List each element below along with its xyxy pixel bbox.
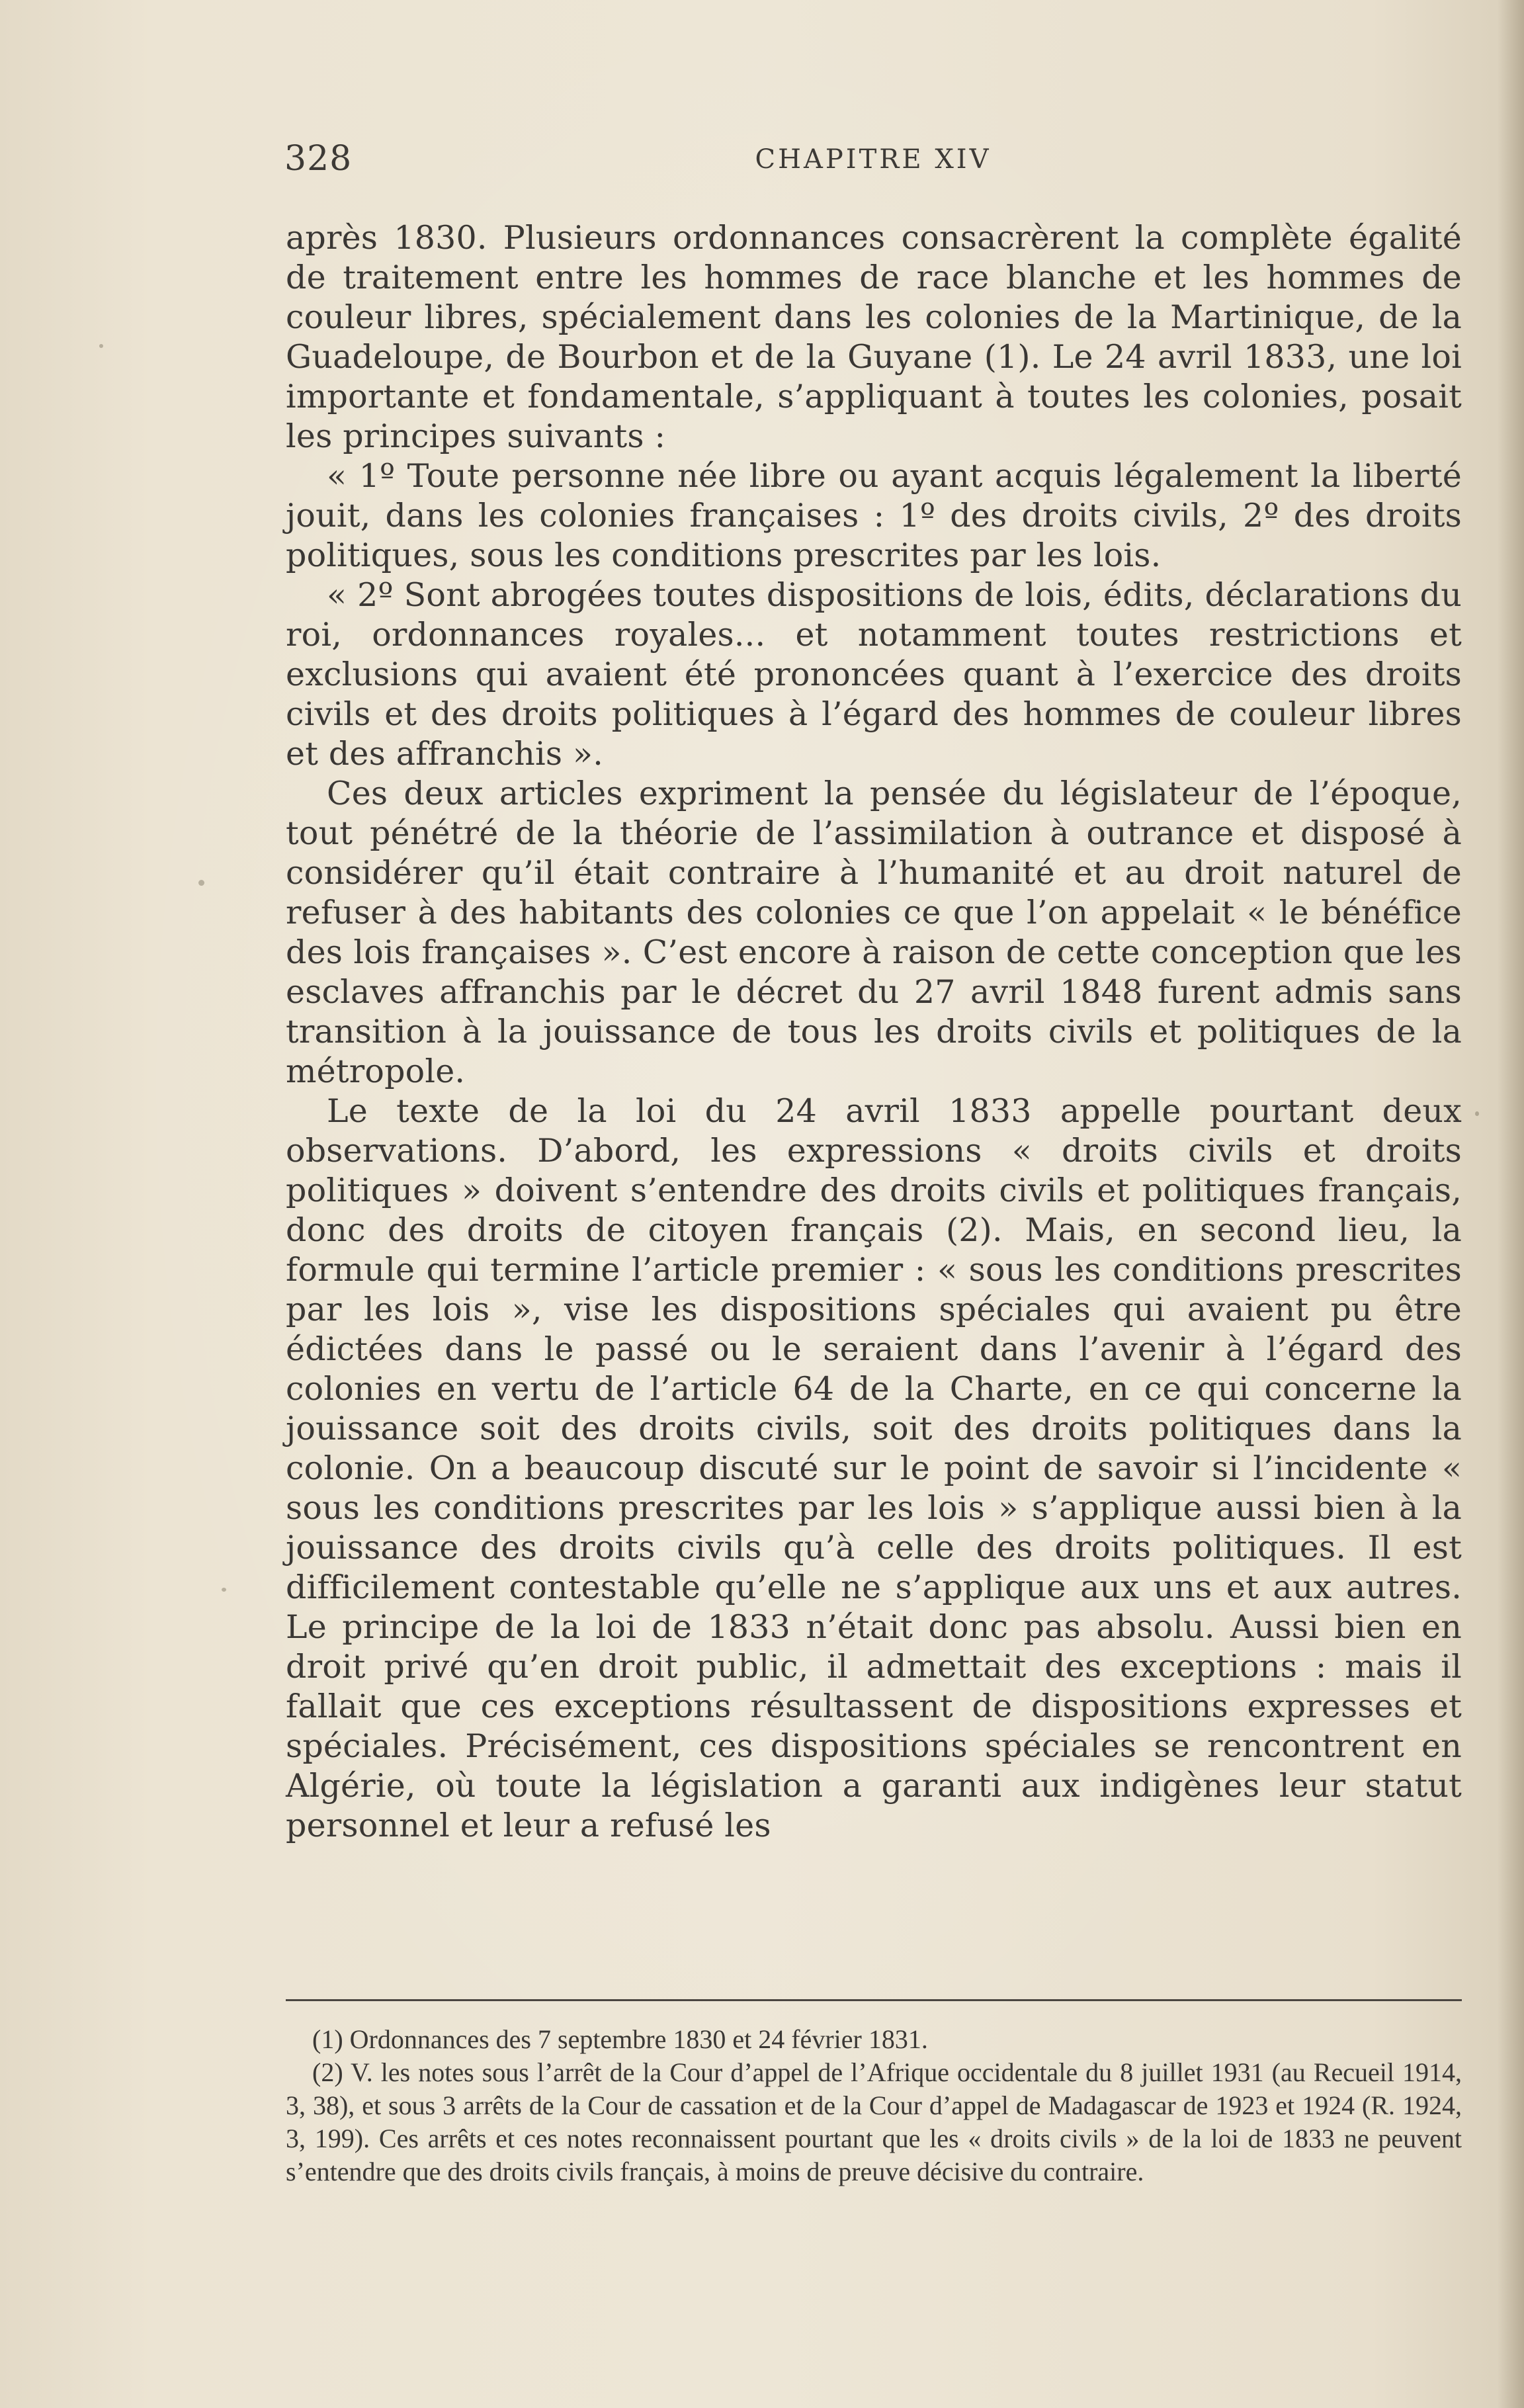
footnote-1: (1) Ordonnances des 7 septembre 1830 et 24 février 1831. — [312, 2024, 928, 2054]
paragraph-continuation: après 1830. Plusieurs ordonnances consacrèrent la complète égalité de traitement entre les hommes de race blanche et les hommes de couleur libres, spécialement dans les colonies de la Martinique, de la Guadeloupe, de Bourbon et de la Guyane (1). Le 24 avril 1833, une loi importante et fondamentale, s’appliquant à toutes les colonies, posait les principes suivants : — [286, 219, 1462, 455]
body-text — [286, 218, 1462, 1846]
paper-speck — [99, 344, 103, 348]
paper-speck — [1475, 1111, 1479, 1116]
running-head — [284, 139, 1462, 185]
paragraph-quote-article-1: « 1º Toute personne née libre ou ayant acquis légalement la liberté jouit, dans les colonies françaises : 1º des droits civils, 2º des droits politiques, sous les conditions prescrites par les lois. — [286, 457, 1462, 574]
footnotes — [286, 2023, 1462, 2188]
chapter-title: CHAPITRE XIV — [755, 144, 992, 175]
paragraph-quote-article-2: « 2º Sont abrogées toutes dispositions de lois, édits, déclarations du roi, ordonnances royales... et notamment toutes restrictions et exclusions qui avaient été prononcées quant à l’exercice des droits civils et des droits politiques à l’égard des hommes de couleur libres et des affranchis ». — [286, 576, 1462, 773]
page-edge-shadow — [1498, 0, 1524, 2408]
paper-speck — [222, 1588, 226, 1592]
footnote-2: (2) V. les notes sous l’arrêt de la Cour d’appel de l’Afrique occidentale du 8 juillet 1931 (au Recueil 1914, 3, 38), et sous 3 arrêts de la Cour de cassation et de la Cour d’appel de Madagascar de 1923 et 1924 (R. 1924, 3, 199). Ces arrêts et ces notes reconnaissent pourtant que les « droits civils » de la loi de 1833 ne peuvent s’entendre que des droits civils français, à moins de preuve décisive du contraire. — [286, 2057, 1462, 2186]
paragraph-commentary: Ces deux articles expriment la pensée du législateur de l’époque, tout pénétré de la théorie de l’assimilation à outrance et disposé à considérer qu’il était contraire à l’humanité et au droit naturel de refuser à des habitants des colonies ce que l’on appelait « le bénéfice des lois françaises ». C’est encore à raison de cette conception que les esclaves affranchis par le décret du 27 avril 1848 furent admis sans transition à la jouissance de tous les droits civils et politiques de la métropole. — [286, 775, 1462, 1090]
paragraph-observations: Le texte de la loi du 24 avril 1833 appelle pourtant deux observations. D’abord, les expressions « droits civils et droits politiques » doivent s’entendre des droits civils et politiques français, donc des droits de citoyen français (2). Mais, en second lieu, la formule qui termine l’article premier : « sous les conditions prescrites par les lois », vise les dispositions spéciales qui avaient pu être édictées dans le passé ou le seraient dans l’avenir à l’égard des colonies en vertu de l’article 64 de la Charte, en ce qui concerne la jouissance soit des droits civils, soit des droits politiques dans la colonie. On a beaucoup discuté sur le point de savoir si l’incidente « sous les conditions prescrites par les lois » s’applique aussi bien à la jouissance des droits civils qu’à celle des droits politiques. Il est difficilement contestable qu’elle ne s’applique aux uns et aux autres. Le principe de la loi de 1833 n’était donc pas absolu. Aussi bien en droit privé qu’en droit public, il admettait des exceptions : mais il fallait que ces exceptions résultassent de dispositions expresses et spéciales. Précisément, ces dispositions spéciales se rencontrent en Algérie, où toute la législation a garanti aux indigènes leur statut personnel et leur a refusé les — [286, 1092, 1462, 1844]
page-number: 328 — [284, 139, 353, 179]
paper-speck — [198, 880, 204, 886]
footnote-separator — [286, 1999, 1462, 2001]
